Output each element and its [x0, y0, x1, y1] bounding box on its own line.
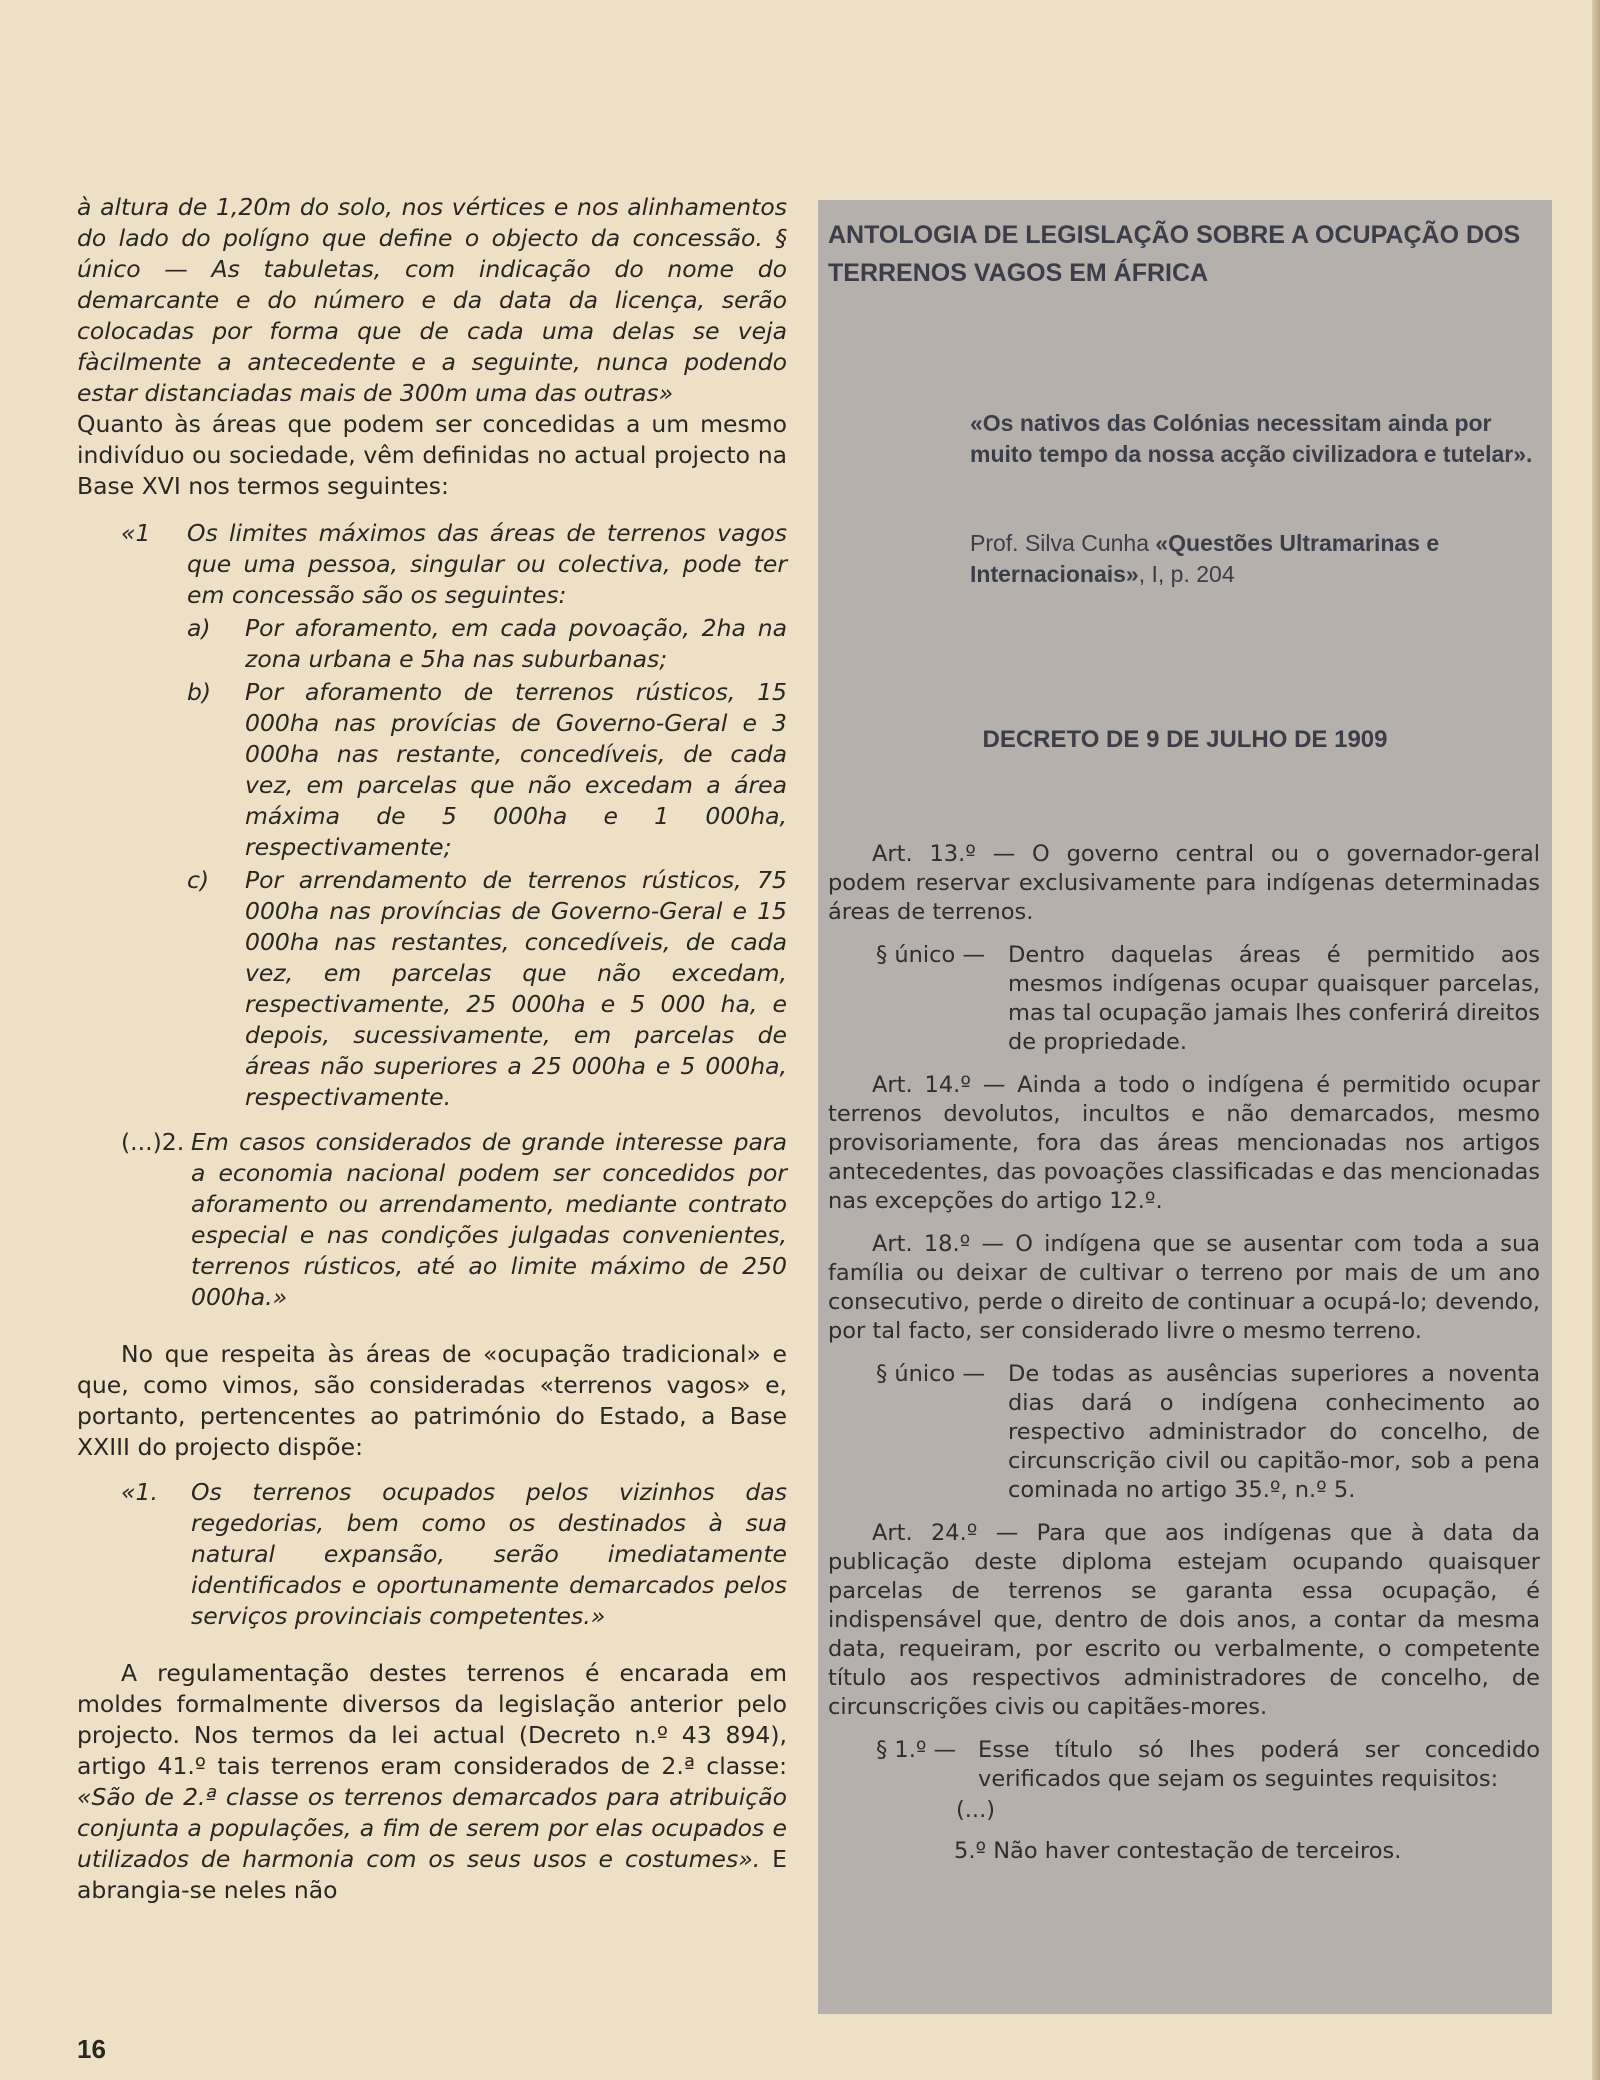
unico-label: § único —	[876, 942, 985, 968]
unico-text: Dentro daquelas áreas é permitido aos mesmos indígenas ocupar quaisquer parcelas, mas tal ocupação jamais lhes conferirá direitos de propriedade.	[1008, 942, 1540, 1055]
intro-quote-end: à altura de 1,20m do solo, nos vértices e nos alinhamentos do lado do polígno que define o objecto da concessão. § único — As tabuletas, com indicação do nome do demarcante e do número e da data da licença, serão colocadas por forma que de cada uma delas se veja fàcilmente a antecedente e a seguinte, nunca podendo estar distanciadas mais de 300m uma das outras»	[77, 193, 787, 407]
epigraph-attribution	[970, 528, 1542, 590]
anthology-panel	[818, 200, 1552, 2014]
decree-heading: DECRETO DE 9 DE JULHO DE 1909	[982, 726, 1388, 753]
left-column	[77, 192, 787, 1906]
article-14: Art. 14.º — Ainda a todo o indígena é permitido ocupar terrenos devolutos, incultos e não demarcados, mesmo provisoriamente, fora das áreas mencionadas nos artigos antecedentes, das povoações classificadas e das mencionadas nas excepções do artigo 12.º.	[828, 1072, 1540, 1214]
base-xvi-body	[187, 518, 787, 1113]
unico-label: § único —	[876, 1361, 985, 1387]
decree-articles	[828, 840, 1540, 1866]
paragraph-regulamentacao	[77, 1658, 787, 1906]
base-xvi-number: «1	[121, 519, 151, 547]
base-xvi-point-2	[77, 1127, 787, 1313]
item-label: a)	[187, 614, 211, 642]
item-text: Por aforamento de terrenos rústicos, 15 000ha nas provícias de Governo-Geral e 3 000ha nas restante, concedíveis, de cada vez, em parcelas que não excedam a área máxima de 5 000ha e 1 000ha, respectivamente;	[245, 678, 787, 861]
list-item	[187, 677, 787, 863]
panel-title: ANTOLOGIA DE LEGISLAÇÃO SOBRE A OCUPAÇÃO DOS TERRENOS VAGOS EM ÁFRICA	[828, 221, 1521, 287]
regulamentacao-end: E abrangia-se neles não	[77, 1845, 787, 1904]
point-2-text: Em casos considerados de grande interesse para a economia nacional podem ser concedidos por aforamento ou arrendamento, mediante contrato especial e nas condições julgadas convenientes, terrenos rústicos, até ao limite máximo de 250 000ha.»	[191, 1128, 787, 1311]
item-label: b)	[187, 678, 212, 706]
point-2-number: (...)2.	[121, 1128, 185, 1156]
item-label: c)	[187, 866, 210, 894]
article-24: Art. 24.º — Para que aos indígenas que à data da publicação deste diploma estejam ocupando quaisquer parcelas de terrenos se garanta essa ocupação, é indispensável que, dentro de dois anos, a contar da mesma data, requeiram, por escrito ou verbalmente, o competente título aos respectivos administradores de concelho, de circunscrições civis ou capitães-mores.	[828, 1520, 1540, 1720]
regulamentacao-quote: «São de 2.ª classe os terrenos demarcados para atribuição conjunta a populações, a fim de serem por elas ocupados e utilizados de harmonia com os seus usos e costumes».	[77, 1783, 787, 1873]
attribution-work: «Questões Ultramarinas e Internacionais»	[970, 530, 1440, 587]
article-13: Art. 13.º — O governo central ou o governador-geral podem reservar exclusivamente para indígenas determinadas áreas de terrenos.	[828, 841, 1540, 925]
list-item	[187, 613, 787, 675]
base-xvi-quote	[77, 518, 787, 1113]
page-number: 16	[77, 2034, 106, 2064]
paragraph-label: § 1.º —	[876, 1737, 957, 1763]
epigraph: «Os nativos das Colónias necessitam ainda por muito tempo da nossa acção civilizadora e tutelar».	[970, 410, 1533, 467]
attribution-page: , I, p. 204	[1138, 561, 1235, 587]
base-xvi-text: Os limites máximos das áreas de terrenos vagos que uma pessoa, singular ou colectiva, pode ter em concessão são os seguintes:	[187, 519, 787, 609]
ellipsis: (...)	[956, 1797, 996, 1823]
page-edge-shadow	[1592, 0, 1600, 2080]
paragraph-ocupacao-tradicional: No que respeita às áreas de «ocupação tradicional» e que, como vimos, são consideradas «terrenos vagos» e, portanto, pertencentes ao património do Estado, a Base XXIII do projecto dispõe:	[77, 1340, 787, 1461]
regulamentacao-text: A regulamentação destes terrenos é encarada em moldes formalmente diversos da legislação anterior pelo projecto. Nos termos da lei actual (Decreto n.º 43 894), artigo 41.º tais terrenos eram considerados de 2.ª classe:	[77, 1659, 787, 1780]
item-text: Por aforamento, em cada povoação, 2ha na zona urbana e 5ha nas suburbanas;	[245, 614, 787, 673]
intro-paragraph: Quanto às áreas que podem ser concedidas a um mesmo indivíduo ou sociedade, vêm definidas no actual projecto na Base XVI nos termos seguintes:	[77, 410, 787, 500]
base-xxiii-text: Os terrenos ocupados pelos vizinhos das regedorias, bem como os destinados à sua natural expansão, serão imediatamente identificados e oportunamente demarcados pelos serviços provinciais competentes.»	[191, 1478, 787, 1630]
base-xxiii-number: «1.	[121, 1478, 158, 1506]
paragraph-text: Esse título só lhes poderá ser concedido verificados que sejam os seguintes requisitos:	[978, 1737, 1540, 1792]
item-text: Por arrendamento de terrenos rústicos, 75 000ha nas províncias de Governo-Geral e 15 000ha nas restantes, concedíveis, de cada vez, em parcelas que não excedam, respectivamente, 25 000ha e 5 000 ha, e depois, sucessivamente, em parcelas de áreas não superiores a 25 000ha e 5 000ha, respectivamente.	[245, 866, 787, 1111]
article-18: Art. 18.º — O indígena que se ausentar com toda a sua família ou deixar de cultivar o terreno por mais de um ano consecutivo, perde o direito de continuar a ocupá-lo; devendo, por tal facto, ser considerado livre o mesmo terreno.	[828, 1231, 1540, 1344]
article-18-unico	[828, 1360, 1540, 1505]
article-13-unico	[828, 941, 1540, 1057]
unico-text: De todas as ausências superiores a noventa dias dará o indígena conhecimento ao respectivo administrador do concelho, de circunscrição civil ou capitão-mor, sob a pena cominada no artigo 35.º, n.º 5.	[1008, 1361, 1540, 1503]
base-xxiii-quote	[77, 1477, 787, 1632]
attribution-author: Prof. Silva Cunha	[970, 530, 1156, 556]
article-24-paragraph-1	[828, 1736, 1540, 1794]
requirement-5: 5.º Não haver contestação de terceiros.	[954, 1838, 1402, 1864]
list-item	[187, 865, 787, 1113]
